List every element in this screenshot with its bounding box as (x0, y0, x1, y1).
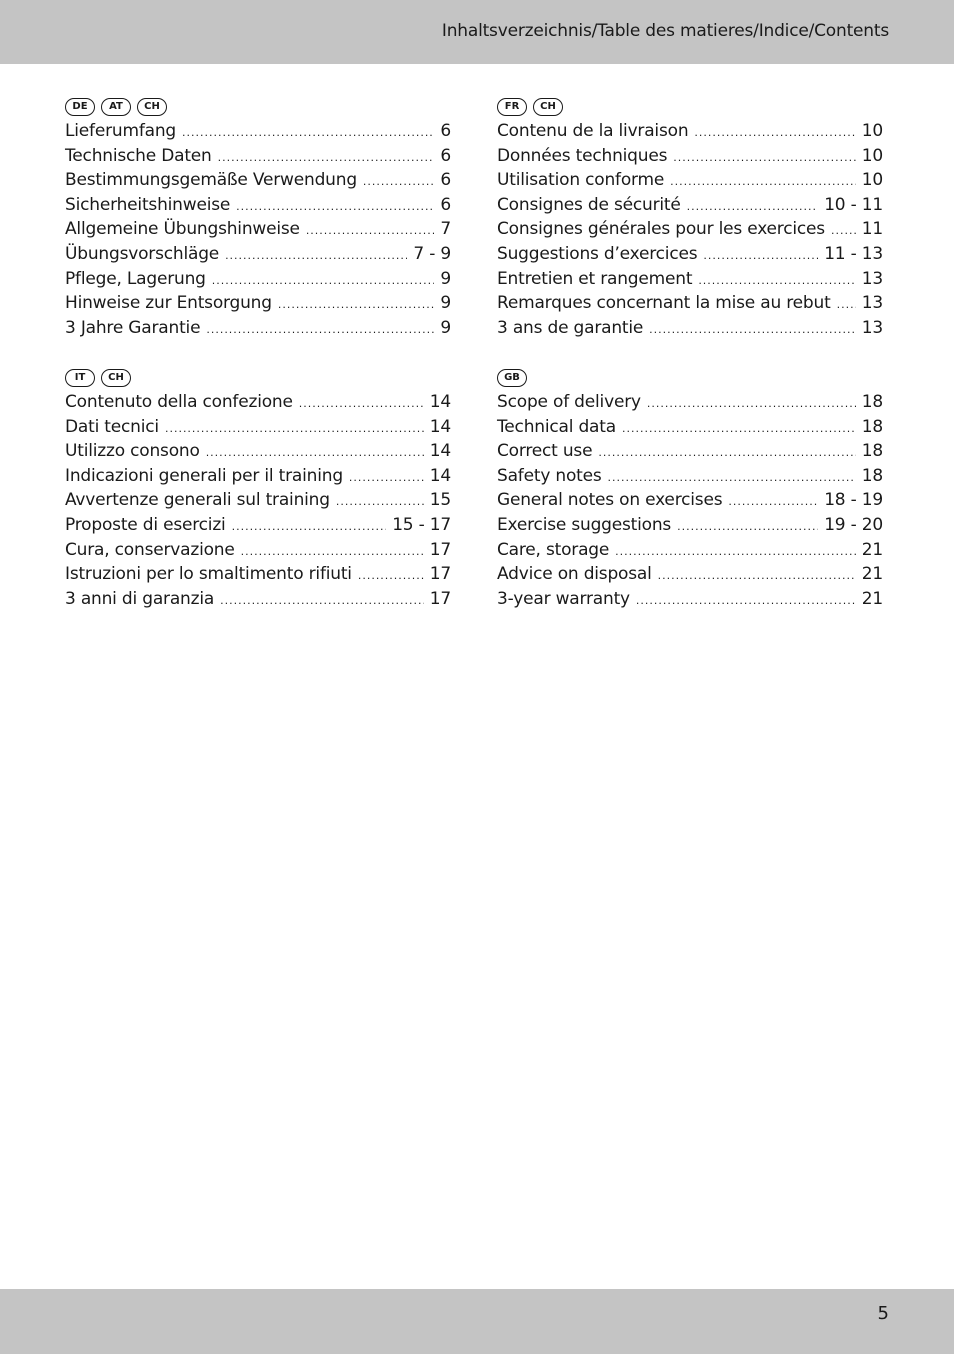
toc-entry-page: 9 (440, 268, 451, 289)
toc-entry-label: Hinweise zur Entsorgung (65, 293, 272, 314)
toc-entry-page: 13 (861, 268, 883, 289)
toc-entry (497, 195, 883, 220)
toc-entries (497, 392, 883, 613)
dot-leader (658, 569, 856, 582)
toc-entry-label: General notes on exercises (497, 490, 723, 511)
country-badge-ch: CH (137, 98, 167, 116)
dot-leader (649, 323, 856, 336)
country-badge-it: IT (65, 369, 95, 387)
toc-entry-label: Übungsvorschläge (65, 243, 220, 264)
toc-entry-label: Contenu de la livraison (497, 121, 689, 141)
country-badge-fr: FR (497, 98, 527, 116)
toc-entry-page: 13 (861, 293, 883, 314)
toc-section-fr (497, 96, 883, 342)
toc-entry-label: Bestimmungsgemäße Verwendung (65, 170, 357, 191)
toc-entry-label: Lieferumfang (65, 121, 176, 141)
toc-entry (497, 540, 883, 565)
toc-entry (65, 417, 451, 442)
language-badges (65, 96, 451, 117)
toc-entry-label: Exercise suggestions (497, 514, 672, 535)
toc-entry-page: 6 (440, 145, 451, 166)
dot-leader (278, 298, 435, 311)
toc-entry-page: 6 (440, 170, 451, 191)
toc-entry (497, 318, 883, 343)
toc-entry-label: Allgemeine Übungshinweise (65, 219, 300, 240)
toc-entry-label: 3 anni di garanzia (65, 588, 215, 609)
dot-leader (363, 175, 434, 188)
language-badges (497, 367, 883, 388)
toc-entry-page: 21 (861, 539, 883, 560)
toc-entry (65, 293, 451, 318)
toc-entry-label: Correct use (497, 441, 593, 462)
toc-entry-label: Indicazioni generali per il training (65, 465, 343, 486)
toc-entry-label: Utilisation conforme (497, 170, 665, 191)
toc-entry-page: 15 - 17 (392, 514, 451, 535)
toc-entry (65, 490, 451, 515)
toc-entry-label: Pflege, Lagerung (65, 268, 206, 289)
toc-entry (65, 269, 451, 294)
toc-entry (497, 441, 883, 466)
dot-leader (165, 422, 424, 435)
toc-entry-page: 11 (861, 219, 883, 240)
toc-section-it (65, 367, 451, 613)
toc-entry-label: Care, storage (497, 539, 610, 560)
toc-entry (497, 417, 883, 442)
toc-entry (497, 244, 883, 269)
dot-leader (236, 200, 434, 213)
dot-leader (206, 323, 434, 336)
toc-entry (65, 170, 451, 195)
toc-entry (497, 170, 883, 195)
dot-leader (232, 520, 387, 533)
toc-entry-label: Scope of delivery (497, 392, 641, 412)
dot-leader (336, 495, 424, 508)
toc-entry-page: 9 (440, 317, 451, 338)
dot-leader (358, 569, 424, 582)
toc-entry-page: 14 (429, 465, 451, 486)
toc-entry-page: 17 (429, 564, 451, 585)
toc-entry-label: Proposte di esercizi (65, 514, 226, 535)
dot-leader (647, 397, 856, 410)
toc-entry (65, 515, 451, 540)
toc-entry (497, 564, 883, 589)
toc-entry-page: 13 (861, 317, 883, 338)
dot-leader (349, 471, 424, 484)
dot-leader (206, 446, 424, 459)
toc-entry-label: Technische Daten (65, 145, 212, 166)
toc-entry (65, 146, 451, 171)
toc-entry (497, 466, 883, 491)
toc-entry-page: 9 (440, 293, 451, 314)
toc-entry (65, 219, 451, 244)
toc-entry (65, 195, 451, 220)
toc-section-gb (497, 367, 883, 613)
toc-entry-page: 18 (861, 392, 883, 412)
toc-entry-page: 6 (440, 194, 451, 215)
toc-entry (65, 121, 451, 146)
dot-leader (636, 594, 856, 607)
dot-leader (673, 151, 856, 164)
toc-entry-page: 21 (861, 564, 883, 585)
toc-entry-page: 7 - 9 (413, 243, 451, 264)
toc-entry-label: Utilizzo consono (65, 441, 200, 462)
dot-leader (837, 298, 856, 311)
dot-leader (241, 545, 424, 558)
dot-leader (698, 274, 855, 287)
toc-entry-label: Sicherheitshinweise (65, 194, 231, 215)
toc-entry (497, 490, 883, 515)
toc-entry-page: 18 - 19 (824, 490, 883, 511)
dot-leader (703, 249, 818, 262)
toc-entry (65, 244, 451, 269)
toc-entry (497, 515, 883, 540)
toc-entry-page: 18 (861, 441, 883, 462)
dot-leader (306, 224, 435, 237)
toc-entry-label: Consignes de sécurité (497, 194, 681, 215)
toc-entry-page: 14 (429, 416, 451, 437)
toc-entry-page: 10 - 11 (824, 194, 883, 215)
toc-entry-page: 17 (429, 539, 451, 560)
dot-leader (218, 151, 435, 164)
toc-entry-label: Safety notes (497, 465, 602, 486)
dot-leader (220, 594, 424, 607)
country-badge-de: DE (65, 98, 95, 116)
dot-leader (182, 126, 434, 139)
toc-entry-label: 3-year warranty (497, 588, 630, 609)
toc-entry-label: Advice on disposal (497, 564, 652, 585)
toc-entry (65, 318, 451, 343)
toc-entry-label: Cura, conservazione (65, 539, 235, 560)
toc-entry (65, 466, 451, 491)
dot-leader (831, 224, 856, 237)
page-number: 5 (877, 1303, 889, 1324)
page-title: Inhaltsverzeichnis/Table des matieres/Indice/Contents (441, 21, 889, 41)
toc-entry (497, 219, 883, 244)
toc-entry-label: Consignes générales pour les exercices (497, 219, 825, 240)
toc-entry-label: 3 ans de garantie (497, 317, 644, 338)
toc-entry-label: Avvertenze generali sul training (65, 490, 330, 511)
dot-leader (299, 397, 424, 410)
dot-leader (615, 545, 856, 558)
country-badge-gb: GB (497, 369, 527, 387)
dot-leader (598, 446, 855, 459)
toc-entries (497, 121, 883, 342)
toc-entry (65, 589, 451, 614)
dot-leader (622, 422, 856, 435)
toc-entries (65, 392, 451, 613)
toc-entry-label: Remarques concernant la mise au rebut (497, 293, 831, 314)
language-badges (65, 367, 451, 388)
footer-bar (0, 1289, 954, 1354)
toc-entry-page: 6 (440, 121, 451, 141)
toc-entry-page: 14 (429, 392, 451, 412)
toc-entry (65, 564, 451, 589)
toc-entry-label: Données techniques (497, 145, 668, 166)
toc-entry-page: 17 (429, 588, 451, 609)
toc-entry (65, 441, 451, 466)
toc-entry-page: 10 (861, 145, 883, 166)
toc-entry (497, 269, 883, 294)
dot-leader (694, 126, 855, 139)
toc-entry-page: 15 (429, 490, 451, 511)
dot-leader (212, 274, 435, 287)
country-badge-at: AT (101, 98, 131, 116)
country-badge-ch: CH (101, 369, 131, 387)
toc-entry-page: 7 (440, 219, 451, 240)
toc-entry-page: 21 (861, 588, 883, 609)
toc-entry-page: 18 (861, 416, 883, 437)
toc-entry-page: 10 (861, 121, 883, 141)
dot-leader (225, 249, 407, 262)
toc-entry (497, 121, 883, 146)
toc-entry-label: Contenuto della confezione (65, 392, 293, 412)
dot-leader (608, 471, 856, 484)
toc-entry-label: Technical data (497, 416, 616, 437)
language-badges (497, 96, 883, 117)
toc-entry-label: Entretien et rangement (497, 268, 693, 289)
toc-entry-page: 11 - 13 (824, 243, 883, 264)
country-badge-ch: CH (533, 98, 563, 116)
toc-entries (65, 121, 451, 342)
dot-leader (728, 495, 818, 508)
dot-leader (670, 175, 856, 188)
dot-leader (677, 520, 818, 533)
toc-entry (497, 392, 883, 417)
toc-section-de (65, 96, 451, 342)
toc-entry (497, 589, 883, 614)
toc-entry-page: 18 (861, 465, 883, 486)
toc-entry-label: Dati tecnici (65, 416, 159, 437)
toc-entry (497, 146, 883, 171)
dot-leader (687, 200, 819, 213)
toc-entry-label: 3 Jahre Garantie (65, 317, 201, 338)
toc-entry (497, 293, 883, 318)
toc-entry-page: 14 (429, 441, 451, 462)
toc-entry-page: 10 (861, 170, 883, 191)
toc-entry-label: Istruzioni per lo smaltimento rifiuti (65, 564, 352, 585)
toc-entry (65, 540, 451, 565)
toc-entry-label: Suggestions d’exercices (497, 243, 698, 264)
toc-entry-page: 19 - 20 (824, 514, 883, 535)
toc-entry (65, 392, 451, 417)
